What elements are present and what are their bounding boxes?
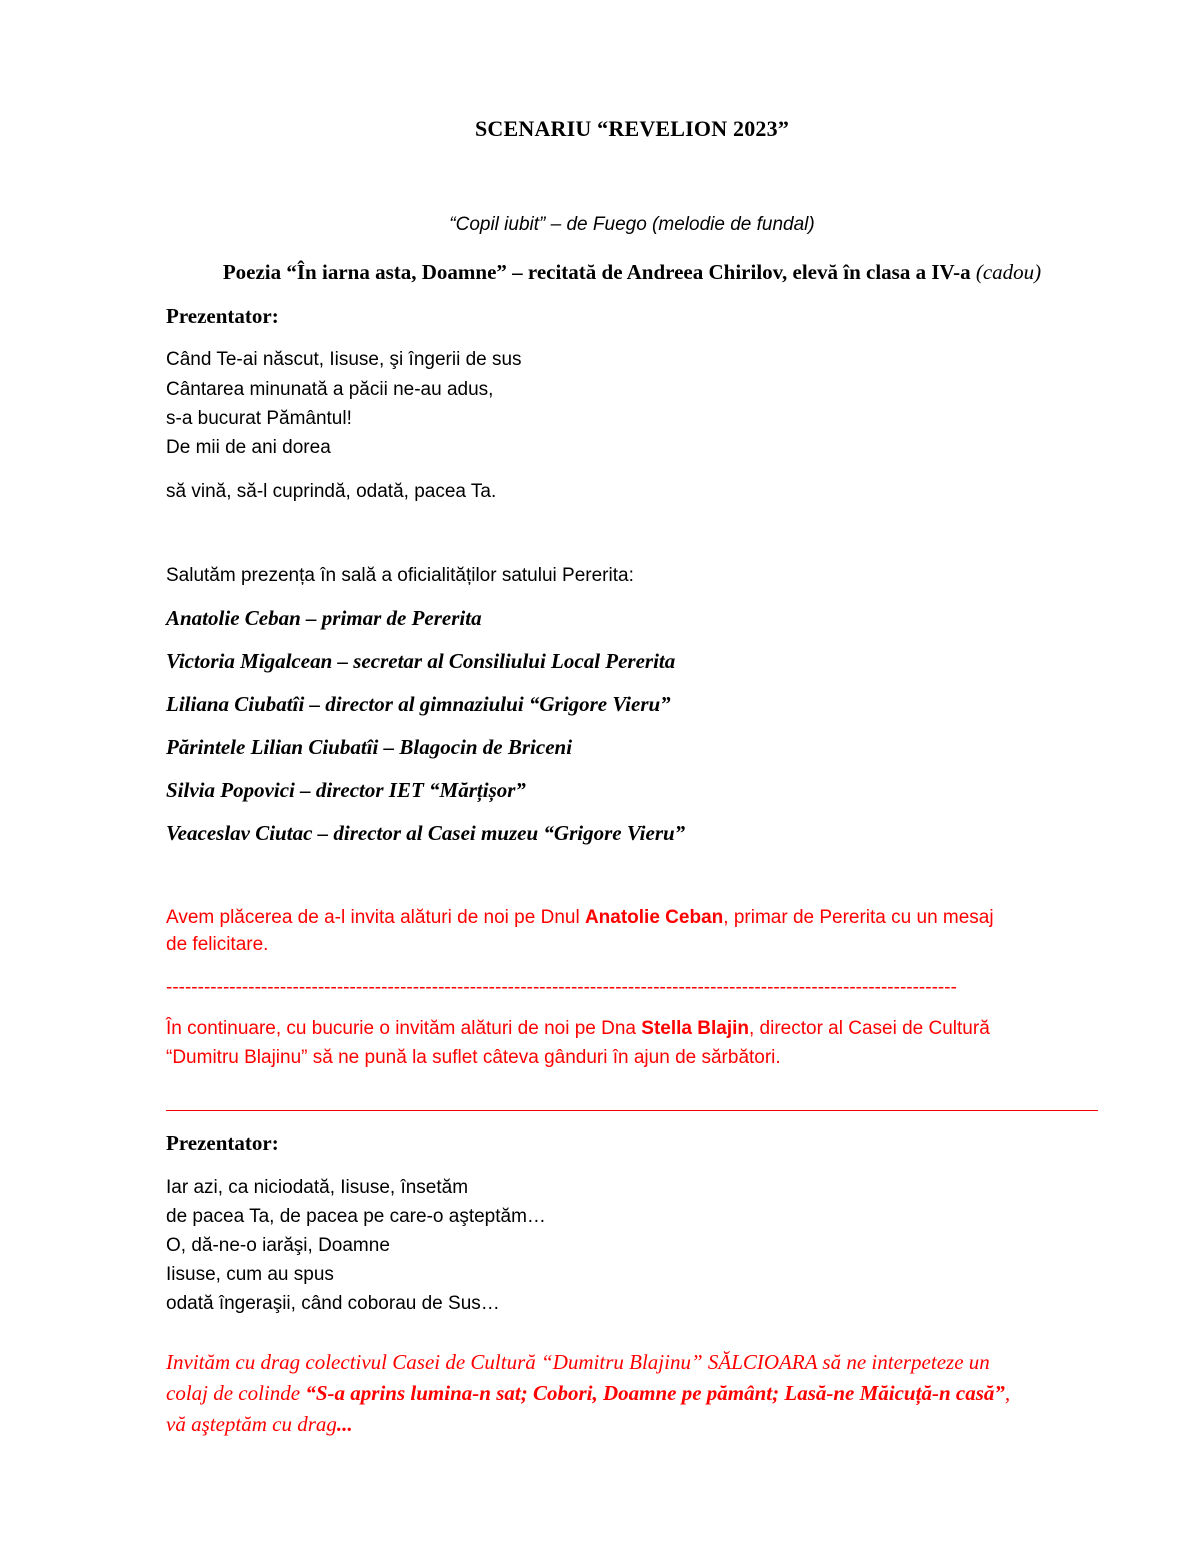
- poem-line: să vină, să-l cuprindă, odată, pacea Ta.: [166, 481, 497, 502]
- poem-line: De mii de ani dorea: [166, 437, 331, 458]
- greeting-text: Salutăm prezența în sală a oficialităților satului Pererita:: [166, 565, 634, 586]
- poem-intro-note: (cadou): [975, 260, 1042, 284]
- invite-choir-line2: [166, 1383, 1010, 1404]
- red-horizontal-rule: [166, 1110, 1098, 1111]
- official-item: Veaceslav Ciutac – director al Casei muzeu “Grigore Vieru”: [166, 821, 686, 845]
- poem-line: Cântarea minunată a păcii ne-au adus,: [166, 379, 494, 400]
- carol-list: “S-a aprins lumina-n sat; Cobori, Doamne pe pământ; Lasă-ne Măicuță-n casă”: [305, 1381, 1005, 1405]
- invite-choir-comma: ,: [1004, 1381, 1011, 1405]
- poem-line: Iar azi, ca niciodată, Iisuse, însetăm: [166, 1177, 469, 1198]
- presenter-label: Prezentator:: [166, 304, 279, 328]
- presenter-label: Prezentator:: [166, 1131, 279, 1155]
- invite-director-name: Stella Blajin: [641, 1018, 749, 1039]
- poem-line: Iisuse, cum au spus: [166, 1264, 334, 1285]
- official-item: Victoria Migalcean – secretar al Consiliului Local Pererita: [166, 649, 676, 673]
- invite-choir-closing: vă aşteptăm cu drag: [166, 1412, 337, 1436]
- invite-choir-text: colaj de colinde: [166, 1381, 306, 1405]
- background-music-note: “Copil iubit” – de Fuego (melodie de fundal): [449, 214, 815, 235]
- dashed-separator: -----------------------------------------------------------------------------------------------------------------------------: [166, 978, 957, 997]
- invite-director-role: , director al Casei de Cultură: [748, 1018, 990, 1039]
- invite-choir-ellipsis: ...: [336, 1412, 353, 1436]
- official-item: Silvia Popovici – director IET “Mărțișor”: [166, 778, 526, 802]
- poem-line: de pacea Ta, de pacea pe care-o aşteptăm…: [166, 1206, 546, 1227]
- document-title: SCENARIU “REVELION 2023”: [474, 116, 790, 141]
- poem-intro-text: Poezia “În iarna asta, Doamne” – recitată de Andreea Chirilov, elevă în clasa a IV-a: [222, 260, 976, 284]
- poem-line: Când Te-ai născut, Iisuse, şi îngerii de sus: [166, 349, 522, 370]
- official-item: Liliana Ciubatîi – director al gimnaziului “Grigore Vieru”: [166, 692, 671, 716]
- invite-choir-line3: [166, 1414, 353, 1435]
- poem-line: odată îngeraşii, când coborau de Sus…: [166, 1293, 500, 1314]
- invite-director-line2: “Dumitru Blajinu” să ne pună la suflet câteva gânduri în ajun de sărbători.: [166, 1047, 781, 1068]
- invite-director: [166, 1019, 990, 1038]
- invite-choir-line1: Invităm cu drag colectivul Casei de Cultură “Dumitru Blajinu” SĂLCIOARA să ne interpeteze un: [166, 1350, 990, 1374]
- official-item: Părintele Lilian Ciubatîi – Blagocin de Briceni: [166, 735, 573, 759]
- poem-line: s-a bucurat Pământul!: [166, 408, 352, 429]
- official-item: Anatolie Ceban – primar de Pererita: [166, 606, 482, 630]
- invite-mayor-name: Anatolie Ceban: [584, 907, 724, 928]
- invite-director-text: În continuare, cu bucurie o invităm alături de noi pe Dna: [166, 1018, 642, 1039]
- poem-intro: [166, 262, 1098, 283]
- invite-mayor-role: , primar de Pererita cu un mesaj: [723, 907, 994, 928]
- invite-mayor-line2: de felicitare.: [166, 934, 269, 955]
- invite-mayor: [166, 908, 994, 927]
- poem-line: O, dă-ne-o iarăşi, Doamne: [166, 1235, 390, 1256]
- invite-mayor-text: Avem plăcerea de a-l invita alături de noi pe Dnul: [166, 907, 585, 928]
